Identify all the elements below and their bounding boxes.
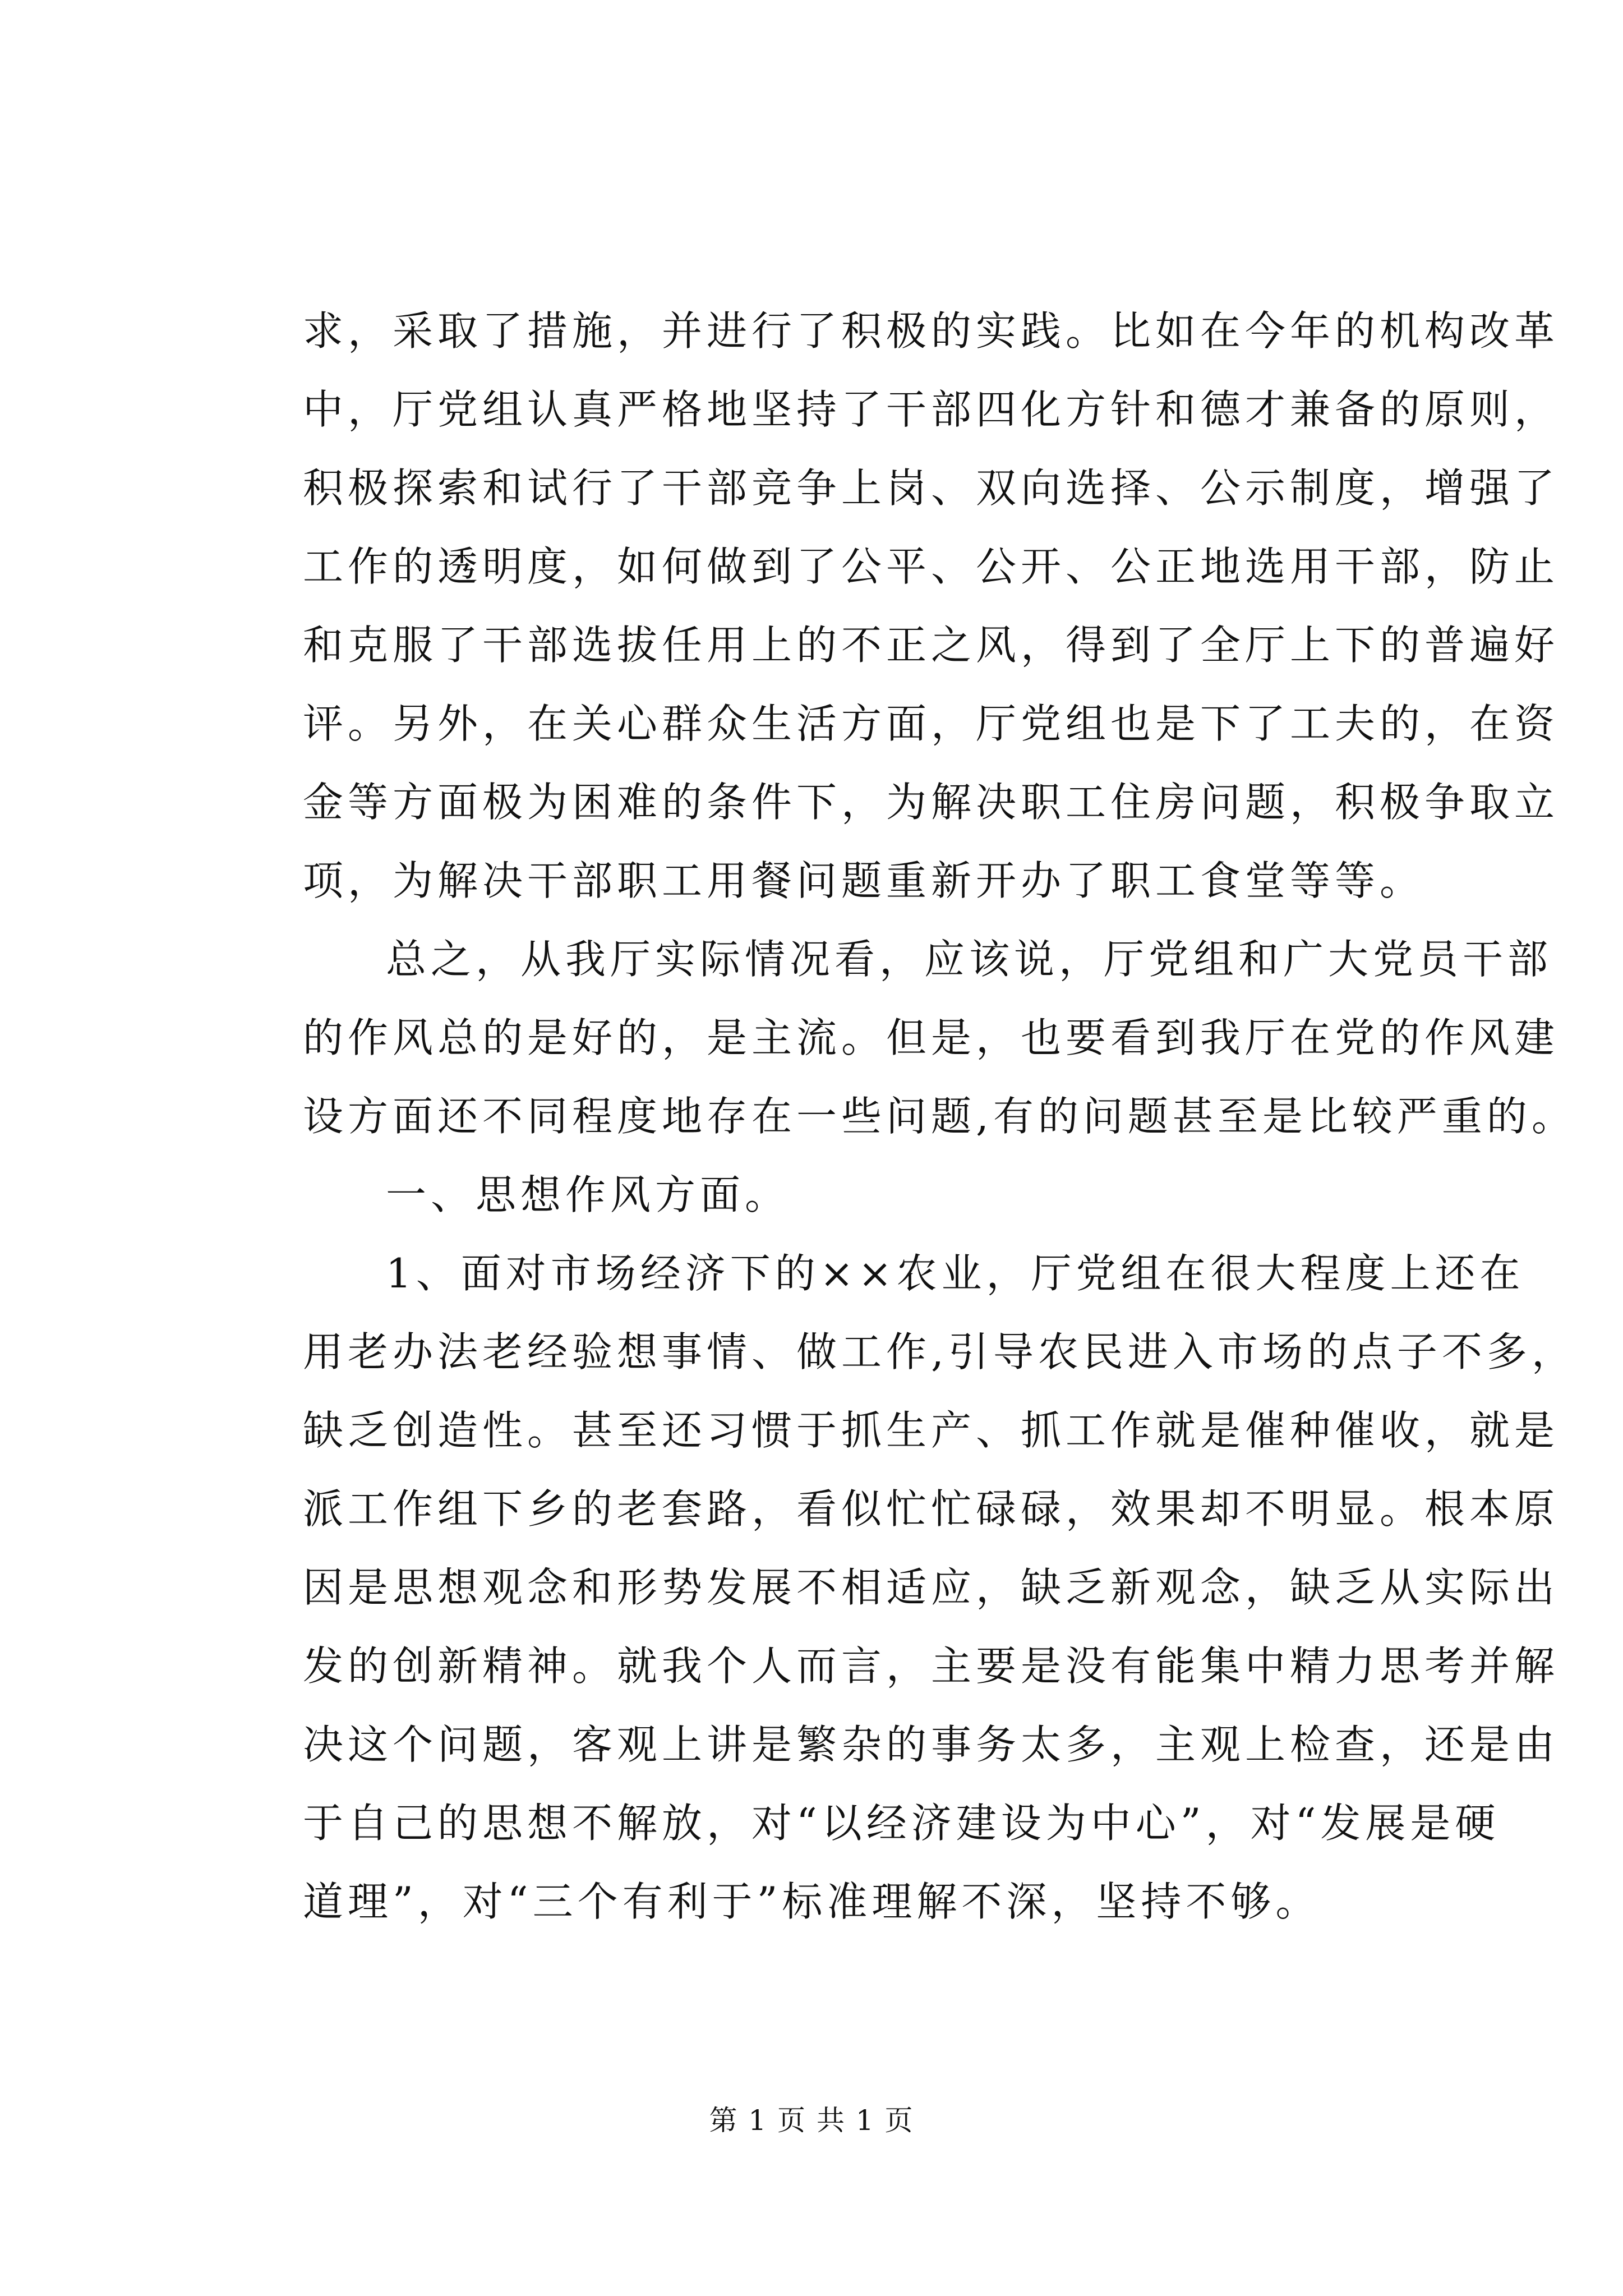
- text-line: 道理”，对“三个有利于”标准理解不深，坚持不够。: [303, 1878, 1321, 1925]
- text-line: 派工作组下乡的老套路，看似忙忙碌碌，效果却不明显。根本原: [303, 1485, 1560, 1533]
- text-line: 因是思想观念和形势发展不相适应，缺乏新观念，缺乏从实际出: [303, 1564, 1560, 1611]
- text-line: 求，采取了措施，并进行了积极的实践。比如在今年的机构改革: [303, 307, 1560, 355]
- text-line: 金等方面极为困难的条件下，为解决职工住房问题，积极争取立: [303, 779, 1560, 826]
- page-number-footer: 第 1 页 共 1 页: [709, 2104, 914, 2137]
- text-line: 积极探索和试行了干部竞争上岗、双向选择、公示制度，增强了: [303, 464, 1560, 512]
- text-line: 决这个问题，客观上讲是繁杂的事务太多，主观上检查，还是由: [303, 1721, 1560, 1768]
- paragraph-start-line: 总之，从我厅实际情况看，应该说，厅党组和广大党员干部: [386, 936, 1553, 983]
- text-line: 于自己的思想不解放，对“以经济建设为中心”，对“发展是硬: [303, 1800, 1500, 1847]
- text-line: 发的创新精神。就我个人而言，主要是没有能集中精力思考并解: [303, 1642, 1560, 1690]
- paragraph-start-line: 1、面对市场经济下的××农业，厅党组在很大程度上还在: [386, 1250, 1525, 1297]
- section-heading: 一、思想作风方面。: [386, 1171, 790, 1218]
- text-line: 中，厅党组认真严格地坚持了干部四化方针和德才兼备的原则，: [303, 386, 1560, 433]
- text-line: 设方面还不同程度地存在一些问题,有的问题甚至是比较严重的。: [303, 1093, 1576, 1140]
- text-line: 项，为解决干部职工用餐问题重新开办了职工食堂等等。: [303, 857, 1425, 904]
- text-line: 评。另外，在关心群众生活方面，厅党组也是下了工夫的，在资: [303, 700, 1560, 747]
- document-body: [303, 292, 1576, 1941]
- text-line: 缺乏创造性。甚至还习惯于抓生产、抓工作就是催种催收，就是: [303, 1407, 1560, 1454]
- text-line: 工作的透明度，如何做到了公平、公开、公正地选用干部，防止: [303, 543, 1560, 590]
- text-line: 用老办法老经验想事情、做工作,引导农民进入市场的点子不多，: [303, 1328, 1576, 1375]
- text-line: 的作风总的是好的，是主流。但是，也要看到我厅在党的作风建: [303, 1014, 1560, 1061]
- text-line: 和克服了干部选拔任用上的不正之风，得到了全厅上下的普遍好: [303, 622, 1560, 669]
